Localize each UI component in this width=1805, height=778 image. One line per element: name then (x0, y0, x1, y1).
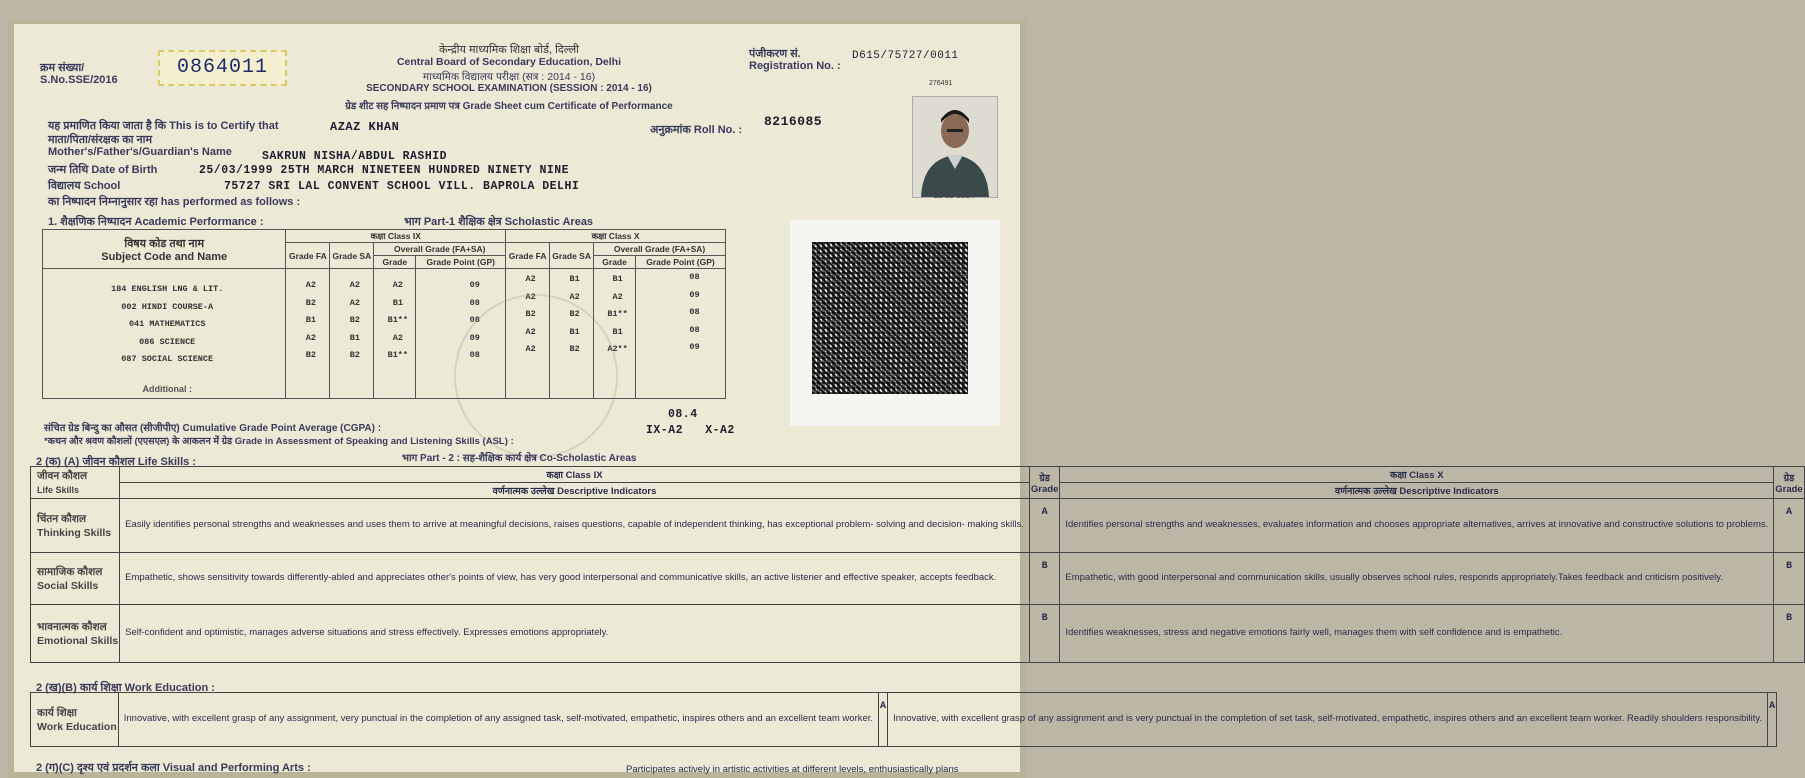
skill-name (31, 605, 120, 663)
life-skill-row (31, 499, 1805, 553)
skill-c9-desc: Empathetic, shows sensitivity towards differently-abled and appreciates other's points of view, has very good interpersonal and communicative skills, an active listener and effective speaker, accepts feedback. (120, 553, 1030, 605)
photo-caption-name: AZAZ (943, 182, 965, 191)
grade-value: B1** (387, 315, 409, 325)
ls-class9-header: कक्षा Class IX (120, 467, 1030, 483)
dob-value: 25/03/1999 25TH MARCH NINETEEN HUNDRED NINETY NINE (199, 164, 570, 177)
work-education-row (31, 693, 1777, 747)
dob-label: जन्म तिथि Date of Birth (48, 164, 158, 176)
grade-value: B2 (569, 309, 580, 319)
work-education-name-hi: कार्य शिक्षा (37, 706, 77, 719)
c9-fa-header: Grade FA (286, 243, 330, 269)
subject-header-hi: विषय कोड तथा नाम (124, 237, 205, 250)
life-skill-row (31, 605, 1805, 663)
grade-value: A2 (305, 332, 316, 343)
skill-c10-grade: B (1774, 605, 1804, 663)
life-skills-section-label: 2 (क) (A) जीवन कौशल Life Skills : (36, 456, 196, 468)
work-education-name (31, 693, 119, 747)
grade-value: B1 (569, 274, 580, 284)
skill-c9-grade: B (1029, 553, 1059, 605)
c10-sa-header: Grade SA (550, 243, 594, 269)
work-education-table (30, 692, 1777, 747)
grade-value: B1** (387, 350, 409, 360)
grade-value: B2 (349, 315, 360, 325)
gp-value: 09 (689, 289, 700, 300)
grade-value: A2 (392, 280, 403, 290)
certify-label: यह प्रमाणित किया जाता है कि This is to Certify that (48, 120, 279, 132)
photo-code: 276491 (929, 80, 953, 87)
roll-value: 8216085 (764, 114, 823, 129)
grade-sheet (8, 18, 1803, 778)
asl-value: IX-A2 X-A2 (646, 424, 735, 437)
gp-value: 08 (469, 350, 480, 360)
grade-value: B1 (569, 326, 580, 337)
class9-header: कक्षा Class IX (286, 230, 506, 243)
performed-label: का निष्पादन निम्नानुसार रहा has performed as follows : (48, 196, 301, 208)
skill-name (31, 553, 120, 605)
grade-value: B1 (392, 297, 403, 308)
grade-value: B2 (349, 350, 360, 360)
work-education-section-label: 2 (ख)(B) कार्य शिक्षा Work Education : (36, 682, 215, 694)
subject-header (43, 230, 286, 269)
work-education-name-en: Work Education (37, 720, 117, 733)
subjects-cell (43, 269, 286, 399)
subject-row: 087 SOCIAL SCIENCE (121, 354, 214, 364)
grade-value: B2 (569, 344, 580, 354)
ls-c9-grade-header (1029, 467, 1059, 499)
grade-en: Grade (1775, 483, 1803, 495)
qr-code (812, 242, 968, 394)
work-c9-grade: A (879, 693, 888, 747)
c10-overall-header: Overall Grade (FA+SA) (594, 243, 726, 256)
grade-value: B2 (525, 309, 536, 319)
grade-value: B1 (612, 274, 623, 284)
ls-c10-desc-header: वर्णनात्मक उल्लेख Descriptive Indicators (1060, 483, 1774, 499)
skill-c9-grade: B (1029, 605, 1059, 663)
visual-arts-section-label: 2 (ग)(C) दृश्य एवं प्रदर्शन कला Visual and Performing Arts : (36, 762, 311, 774)
sno-label-en: S.No.SSE/2016 (40, 74, 118, 86)
visual-arts-c10-desc: Participates actively in artistic activities at different levels, enthusiastically plans (626, 764, 959, 775)
parent-value: SAKRUN NISHA/ABDUL RASHID (262, 150, 448, 163)
exam-name-en: SECONDARY SCHOOL EXAMINATION (SESSION : 2014 - 16) (366, 83, 652, 94)
skill-c10-grade: A (1774, 499, 1804, 553)
c10-gp-cell (636, 269, 726, 399)
skill-name-hi: भावनात्मक कौशल (37, 620, 107, 633)
work-c9-desc: Innovative, with excellent grasp of any assignment, very punctual in the completion of any assigned task, self-motivated, empathetic, inspires others and an excellent team worker. (118, 693, 878, 747)
gp-value: 08 (689, 272, 700, 282)
grade-hi: ग्रेड (1783, 472, 1795, 484)
asl-label: *कथन और श्रवण कौशलों (एएसएल) के आकलन में ग्रेड Grade in Assessment of Speaking and Listening Skills (ASL) : (44, 436, 514, 447)
qr-code-panel (790, 220, 1000, 426)
student-name: AZAZ KHAN (330, 120, 400, 134)
subject-row: 086 SCIENCE (139, 336, 196, 347)
roll-label: अनुक्रमांक Roll No. : (650, 124, 743, 136)
skill-name-en: Thinking Skills (37, 526, 112, 539)
academic-section-label: 1. शैक्षणिक निष्पादन Academic Performance : (48, 216, 264, 228)
academic-part-label: भाग Part-1 शैक्षिक क्षेत्र Scholastic Areas (404, 216, 594, 228)
gp-value: 08 (689, 324, 700, 335)
gp-value: 08 (469, 315, 480, 325)
skill-c10-desc: Identifies personal strengths and weaknesses, evaluates information and chooses appropriate alternatives, arrives at innovative and constructive solutions to problems. (1060, 499, 1774, 553)
life-skill-row (31, 553, 1805, 605)
grade-value: A2 (569, 291, 580, 302)
reg-value: D615/75727/0011 (852, 50, 959, 62)
life-skills-col-en: Life Skills (37, 484, 80, 495)
skill-name-en: Emotional Skills (37, 634, 119, 647)
academic-table (42, 229, 726, 399)
life-skills-col-header (31, 467, 120, 499)
c9-gp-header: Grade Point (GP) (416, 256, 506, 269)
grade-value: A2 (612, 291, 623, 302)
grade-value: A2 (525, 291, 536, 302)
skill-c9-grade: A (1029, 499, 1059, 553)
skill-c10-desc: Identifies weaknesses, stress and negative emotions fairly well, manages them with self confidence and is empathetic. (1060, 605, 1774, 663)
parent-label-en: Mother's/Father's/Guardian's Name (48, 146, 232, 158)
gp-value: 09 (689, 342, 700, 352)
sno-value: 0864011 (176, 56, 268, 79)
reg-label-hi: पंजीकरण सं. (749, 48, 801, 60)
class10-header: कक्षा Class X (506, 230, 726, 243)
reg-label-en: Registration No. : (749, 60, 841, 72)
grade-value: B2 (305, 297, 316, 308)
board-name-hi: केन्द्रीय माध्यमिक शिक्षा बोर्ड, दिल्ली (438, 44, 580, 56)
school-value: 75727 SRI LAL CONVENT SCHOOL VILL. BAPROLA DELHI (224, 180, 580, 193)
skill-c9-desc: Self-confident and optimistic, manages adverse situations and stress effectively. Expresses emotions appropriately. (120, 605, 1030, 663)
grade-hi: ग्रेड (1039, 472, 1050, 484)
additional-label: Additional : (142, 383, 192, 394)
grade-value: B1 (305, 315, 316, 325)
parent-label-hi: माता/पिता/संरक्षक का नाम (48, 134, 153, 146)
life-skills-col-hi: जीवन कौशल (37, 469, 88, 482)
work-c10-desc: Innovative, with excellent grasp of any assignment and is very punctual in the completion of set task, self-motivated, empathetic, inspires others and an excellent team worker. Readily shoulders responsibility. (888, 693, 1768, 747)
ls-c10-grade-header (1774, 467, 1804, 499)
grade-value: A2 (525, 326, 536, 337)
cgpa-value: 08.4 (668, 408, 698, 421)
c10-fa-header: Grade FA (506, 243, 550, 269)
grade-value: A2 (305, 280, 316, 290)
gp-value: 08 (689, 307, 700, 317)
sno-label-hi: क्रम संख्या/ (40, 62, 85, 74)
grade-value: A2** (607, 344, 628, 354)
subject-row: 002 HINDI COURSE-A (121, 301, 214, 312)
subject-row: 184 ENGLISH LNG & LIT. (111, 284, 224, 294)
c9-fa-cell (286, 269, 330, 399)
subject-header-en: Subject Code and Name (101, 250, 228, 263)
grade-value: A2 (349, 280, 360, 290)
grade-value: B1** (607, 309, 628, 319)
skill-name-en: Social Skills (37, 579, 99, 592)
skill-c9-desc: Easily identifies personal strengths and weaknesses and uses them to arrive at meaningful decisions, raises questions, capable of independent thinking, has exceptional problem- solving and decision- making skills. (120, 499, 1030, 553)
c9-grade-cell (374, 269, 416, 399)
skill-name (31, 499, 120, 553)
c9-sa-header: Grade SA (330, 243, 374, 269)
c9-sa-cell (330, 269, 374, 399)
photo-caption-date: 15-05-2014 (933, 191, 975, 200)
board-name-en: Central Board of Secondary Education, Delhi (396, 56, 622, 68)
co-scholastic-part-label: भाग Part - 2 : सह-शैक्षिक कार्य क्षेत्र Co-Scholastic Areas (402, 453, 637, 464)
skill-name-hi: सामाजिक कौशल (37, 565, 103, 578)
grade-value: A2 (525, 274, 536, 284)
ls-c9-desc-header: वर्णनात्मक उल्लेख Descriptive Indicators (120, 483, 1030, 499)
cgpa-label: संचित ग्रेड बिन्दु का औसत (सीजीपीए) Cumulative Grade Point Average (CGPA) : (44, 423, 382, 434)
sheet-title: ग्रेड शीट सह निष्पादन प्रमाण पत्र Grade Sheet cum Certificate of Performance (345, 101, 673, 112)
skill-name-hi: चिंतन कौशल (37, 512, 87, 525)
grade-value: A2 (525, 344, 536, 354)
grade-value: B1 (612, 326, 623, 337)
gp-value: 08 (469, 297, 480, 308)
skill-c10-grade: B (1774, 553, 1804, 605)
c10-gp-header: Grade Point (GP) (636, 256, 726, 269)
school-label: विद्यालय School (48, 180, 121, 192)
exam-name-hi: माध्यमिक विद्यालय परीक्षा (सत्र : 2014 - 16) (422, 71, 596, 83)
grade-value: B2 (305, 350, 316, 360)
grade-value: A2 (349, 297, 360, 308)
grade-en: Grade (1030, 483, 1059, 495)
grade-value: A2 (392, 332, 403, 343)
c10-grade-header: Grade (594, 256, 636, 269)
gp-value: 09 (469, 332, 480, 343)
ls-class10-header: कक्षा Class X (1060, 467, 1774, 483)
life-skills-table (30, 466, 1805, 663)
grade-value: B1 (349, 332, 360, 343)
work-c10-grade: A (1768, 693, 1777, 747)
gp-value: 09 (469, 280, 480, 290)
photo-caption (912, 182, 996, 200)
subject-row: 041 MATHEMATICS (128, 319, 206, 329)
sno-box (158, 50, 287, 86)
skill-c10-desc: Empathetic, with good interpersonal and communication skills, usually observes school rules, responds appropriately.Takes feedback and criticism positively. (1060, 553, 1774, 605)
c9-overall-header: Overall Grade (FA+SA) (374, 243, 506, 256)
c9-grade-header: Grade (374, 256, 416, 269)
